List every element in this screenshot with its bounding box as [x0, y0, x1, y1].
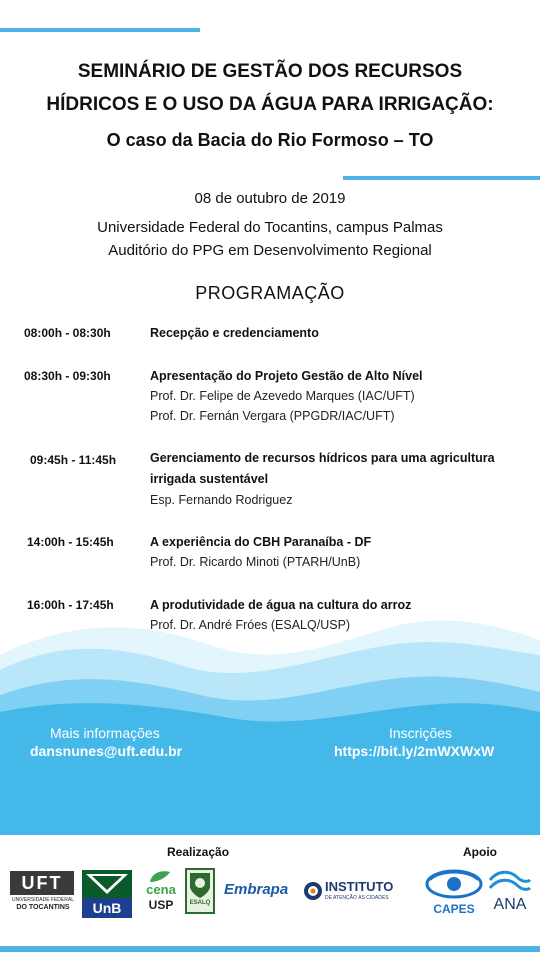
ana-waves-icon — [488, 868, 532, 896]
program-heading: PROGRAMAÇÃO — [195, 283, 345, 303]
program-time: 16:00h - 17:45h — [27, 598, 114, 612]
instituto-logo: INSTITUTO DE ATENÇÃO ÀS CIDADES — [303, 879, 403, 907]
program-speaker: Prof. Dr. Felipe de Azevedo Marques (IAC/UFT) — [150, 389, 415, 403]
capes-logo: CAPES — [424, 866, 484, 920]
program-title: A experiência do CBH Paranaíba - DF — [150, 535, 372, 549]
program-speaker: Prof. Dr. André Fróes (ESALQ/USP) — [150, 618, 351, 632]
ana-logo: ANA — [488, 868, 532, 918]
program-title: Apresentação do Projeto Gestão de Alto Nível — [150, 369, 423, 383]
event-date: 08 de outubro de 2019 — [194, 190, 346, 207]
program-speaker: Esp. Fernando Rodriguez — [150, 493, 293, 507]
signup-label: Inscrições — [389, 725, 453, 741]
program-title: Gerenciamento de recursos hídricos para uma agricultura irrigada sustentável — [150, 451, 495, 486]
event-subtitle: O caso da Bacia do Rio Formoso – TO — [106, 130, 434, 150]
program-time: 08:00h - 08:30h — [24, 326, 111, 340]
esalq-logo: ESALQ — [185, 868, 215, 914]
event-title-line-1: SEMINÁRIO DE GESTÃO DOS RECURSOS — [77, 61, 463, 82]
program-speaker: Prof. Dr. Ricardo Minoti (PTARH/UnB) — [150, 555, 361, 569]
event-title-line-2: HÍDRICOS E O USO DA ÁGUA PARA IRRIGAÇÃO: — [46, 94, 494, 115]
instituto-emblem-icon — [303, 881, 323, 901]
venue-line-2: Auditório do PPG em Desenvolvimento Regional — [108, 242, 432, 259]
program-time: 14:00h - 15:45h — [27, 535, 114, 549]
top-accent-bar — [0, 28, 200, 32]
more-info-label: Mais informações — [50, 725, 160, 741]
signup-link[interactable]: https://bit.ly/2mWXWxW — [334, 743, 495, 759]
program-time: 08:30h - 09:30h — [24, 369, 111, 383]
capes-emblem-icon — [424, 866, 484, 902]
program-title: A produtividade de água na cultura do arroz — [150, 598, 412, 612]
unb-logo: UnB — [82, 870, 132, 918]
shield-icon — [187, 870, 213, 900]
program-title: Recepção e credenciamento — [150, 326, 319, 340]
uft-logo: UFT UNIVERSIDADE FEDERAL DO TOCANTINS — [10, 871, 76, 917]
water-waves-decoration — [0, 600, 540, 835]
program-speaker: Prof. Dr. Fernán Vergara (PPGDR/IAC/UFT) — [150, 409, 395, 423]
mid-accent-bar — [343, 176, 540, 180]
venue-line-1: Universidade Federal do Tocantins, campus Palmas — [97, 219, 443, 236]
unb-emblem-icon — [82, 870, 132, 898]
embrapa-logo: Embrapa — [224, 881, 289, 898]
cena-usp-logo: cena USP — [142, 868, 180, 916]
program-time: 09:45h - 11:45h — [30, 453, 117, 467]
contact-email[interactable]: dansnunes@uft.edu.br — [30, 743, 183, 759]
bottom-accent-bar — [0, 946, 540, 952]
realizacao-label: Realização — [167, 845, 230, 859]
apoio-label: Apoio — [463, 845, 497, 859]
